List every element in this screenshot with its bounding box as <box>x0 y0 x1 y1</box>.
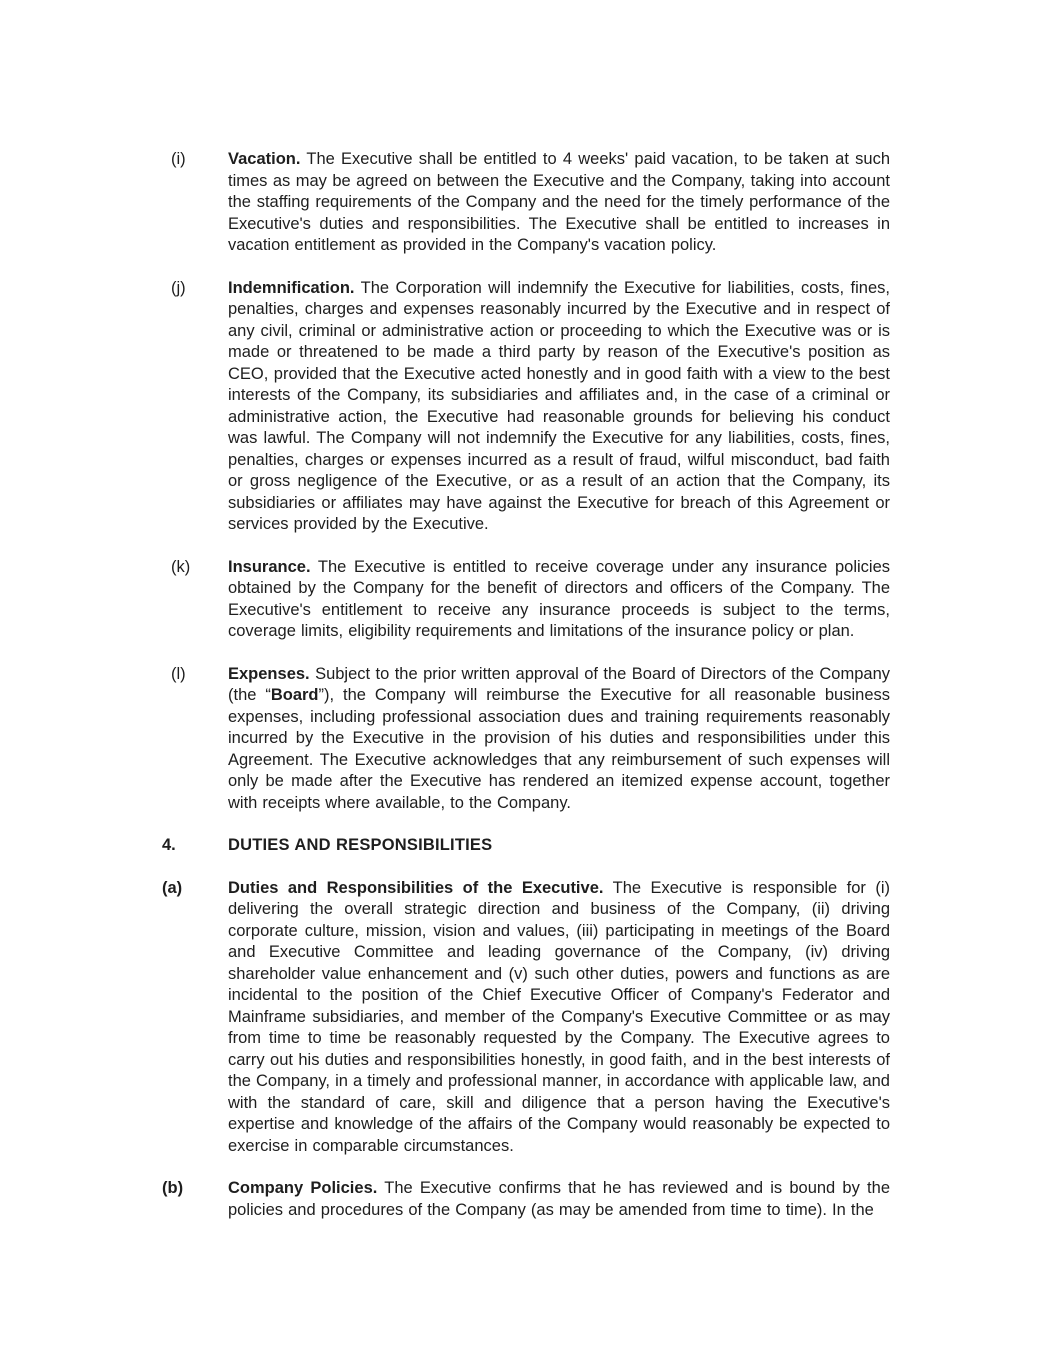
bold-text-run: Insurance. <box>228 557 311 576</box>
section-label: (a) <box>162 878 183 897</box>
section-text <box>228 149 890 257</box>
bold-text-run: Company Policies. <box>228 1179 378 1197</box>
text-run: The Executive confirms that he has reviewed and is bound by the policies and procedures of the Company (as may be amended from time to time). In the <box>228 1179 890 1219</box>
bold-text-run: DUTIES AND RESPONSIBILITIES <box>228 836 493 854</box>
bold-text-run: Board <box>270 686 319 704</box>
text-run: The Corporation will indemnify the Executive for liabilities, costs, fines, penalties, charges and expenses reasonably incurred by the Executive and in respect of any civil, criminal or administrative action or proceeding to which the Executive was or is made or threatened to be made a third party by reason of the Executive's position as CEO, provided that the Executive acted honestly and in good faith with a view to the best interests of the Company, its subsidiaries and affiliates and, in the case of a criminal or administrative action, the Executive had reasonable grounds for believing his conduct was lawful. The Company will not indemnify the Executive for any liabilities, costs, fines, penalties, charges or expenses incurred as a result of fraud, wilful misconduct, bad faith or gross negligence of the Executive, or as a result of an action that the Company, its subsidiaries or affiliates may have against the Executive for breach of this Agreement or services provided by the Executive. <box>228 278 890 533</box>
section-label: (k) <box>171 557 191 576</box>
document-section <box>160 1178 890 1221</box>
section-text <box>228 878 890 1158</box>
document-section <box>160 149 890 257</box>
section-text <box>228 278 890 536</box>
section-label: (l) <box>171 664 186 683</box>
section-text <box>228 835 890 857</box>
section-label: 4. <box>162 836 176 854</box>
bold-text-run: Vacation. <box>228 150 301 168</box>
section-text <box>228 1178 890 1221</box>
section-text <box>228 664 890 815</box>
document-section <box>160 878 890 1158</box>
document-section <box>160 835 890 857</box>
text-run: Subject to the prior written approval of the Board of Directors of the Company (the “ <box>228 664 890 704</box>
section-label: (i) <box>171 150 186 168</box>
section-label: (j) <box>171 278 186 297</box>
text-run: The Executive is responsible for (i) delivering the overall strategic direction and business of the Company, (ii) driving corporate culture, mission, vision and values, (iii) participating in meetings of the Board and Executive Committee and leading governance of the Company, (iv) driving shareholder value enhancement and (v) such other duties, powers and functions as are incidental to the position of the Chief Executive Officer of Company's Federator and Mainframe subsidiaries, and member of the Company's Executive Committee or as may from time to time be reasonably requested by the Company. The Executive agrees to carry out his duties and responsibilities honestly, in good faith, and in the best interests of the Company, in a timely and professional manner, in accordance with applicable law, and with the standard of care, skill and diligence that a person having the Executive's expertise and knowledge of the affairs of the Company would reasonably be expected to exercise in comparable circumstances. <box>228 878 891 1155</box>
bold-text-run: Expenses. <box>228 664 310 683</box>
text-run: The Executive shall be entitled to 4 weeks' paid vacation, to be taken at such times as may be agreed on between the Executive and the Company, taking into account the staffing requirements of the Company and the need for the timely performance of the Executive's duties and responsibilities. The Executive shall be entitled to increases in vacation entitlement as provided in the Company's vacation policy. <box>228 150 890 254</box>
section-label: (b) <box>162 1179 184 1197</box>
bold-text-run: Duties and Responsibilities of the Executive. <box>228 878 604 897</box>
document-section <box>160 278 890 536</box>
text-run: ”), the Company will reimburse the Executive for all reasonable business expenses, including professional association dues and training requirements reasonably incurred by the Executive in the provision of his duties and responsibilities under this Agreement. The Executive acknowledges that any reimbursement of such expenses will only be made after the Executive has rendered an itemized expense account, together with receipts where available, to the Company. <box>228 686 890 812</box>
bold-text-run: Indemnification. <box>228 278 355 297</box>
document-section <box>160 557 890 643</box>
text-run: The Executive is entitled to receive coverage under any insurance policies obtained by the Company for the benefit of directors and officers of the Company. The Executive's entitlement to receive any insurance proceeds is subject to the terms, coverage limits, eligibility requirements and limitations of the insurance policy or plan. <box>228 557 890 640</box>
document-section <box>160 664 890 815</box>
section-text <box>228 557 890 643</box>
